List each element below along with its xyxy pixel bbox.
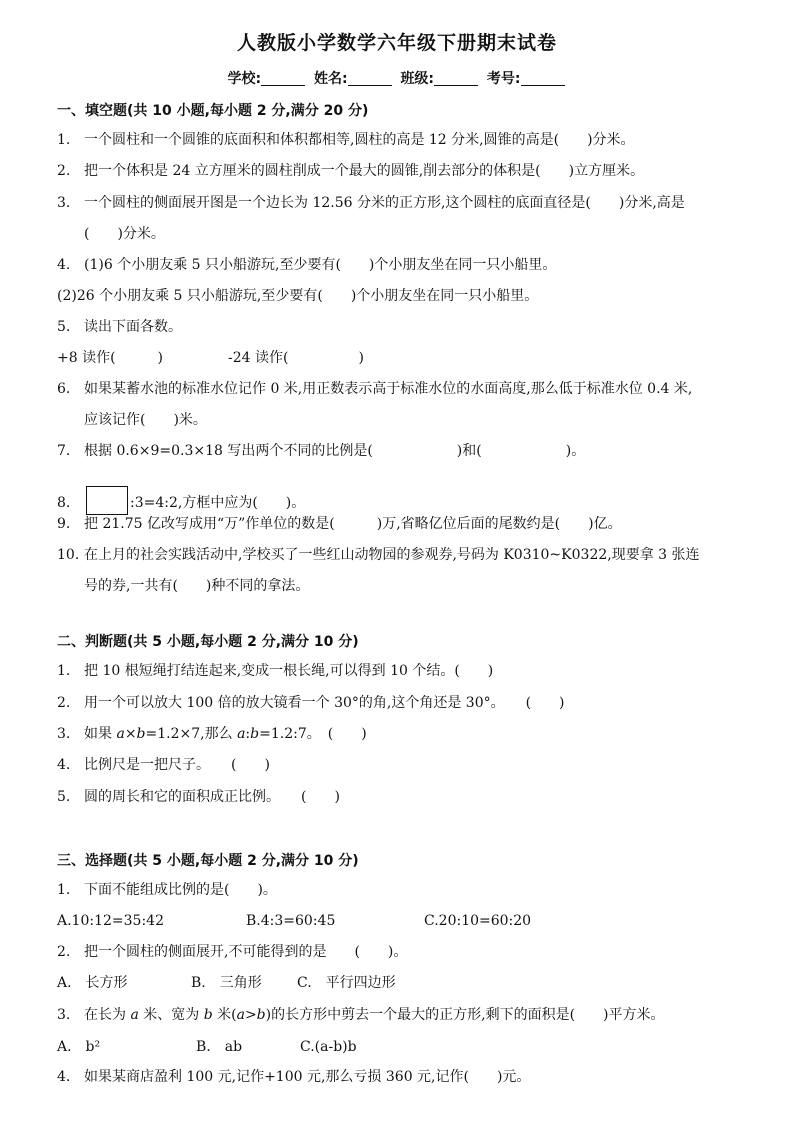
student-info-row (0, 68, 794, 88)
s3-question-4: 4. 如果某商店盈利 100 元,记作+100 元,那么亏损 360 元,记作( )元。 (57, 1069, 531, 1085)
s1-question-5-a: +8 读作( ) (57, 350, 164, 366)
name-blank[interactable] (348, 71, 392, 86)
s1-question-1: 1. 一个圆柱和一个圆锥的底面积和体积都相等,圆柱的高是 12 分米,圆锥的高是( )分米。 (57, 132, 635, 148)
s1-question-4-part-2: (2)26 个小朋友乘 5 只小船游玩,至少要有( )个小朋友坐在同一只小船里。 (57, 288, 539, 304)
answer-box[interactable] (86, 486, 128, 515)
s1-question-6-continued: 应该记作( )米。 (84, 412, 207, 428)
s1-question-9: 9. 把 21.75 亿改写成用“万”作单位的数是( )万,省略亿位后面的尾数约是( )亿。 (57, 516, 622, 532)
s2-question-1: 1. 把 10 根短绳打结连起来,变成一根长绳,可以得到 10 个结。( ) (57, 663, 494, 679)
name-label: 姓名: (313, 71, 348, 87)
section-true-false-header: 二、判断题(共 5 小题,每小题 2 分,满分 10 分) (57, 634, 359, 650)
s3-q2-option-c[interactable]: C. 平行四边形 (297, 975, 396, 991)
s1-question-5-b: -24 读作( ) (228, 350, 364, 366)
s3-q3-option-c[interactable]: C.(a-b)b (300, 1039, 357, 1055)
s1-question-6: 6. 如果某蓄水池的标准水位记作 0 米,用正数表示高于标准水位的水面高度,那么低于标准水位 0.4 米, (57, 381, 693, 397)
s3-question-2: 2. 把一个圆柱的侧面展开,不可能得到的是 ( )。 (57, 944, 408, 960)
school-label: 学校: (227, 71, 262, 87)
s1-question-4: 4. (1)6 个小朋友乘 5 只小船游玩,至少要有( )个小朋友坐在同一只小船里。 (57, 257, 557, 273)
s1-question-10-continued: 号的券,一共有( )种不同的拿法。 (84, 578, 310, 594)
s1-question-8: 8. :3=4:2,方框中应为( )。 (57, 486, 777, 515)
s3-question-3: 3. 在长为 a 米、宽为 b 米(a>b)的长方形中剪去一个最大的正方形,剩下的面积是( )平方米。 (57, 1007, 665, 1023)
s1-question-5: 5. 读出下面各数。 (57, 319, 182, 335)
s3-q2-option-b[interactable]: B. 三角形 (191, 975, 262, 991)
s2-question-3: 3. 如果 a×b=1.2×7,那么 a:b=1.2:7。 ( ) (57, 726, 367, 742)
exam-no-blank[interactable] (521, 71, 565, 86)
school-blank[interactable] (261, 71, 305, 86)
s3-q2-option-a[interactable]: A. 长方形 (57, 975, 128, 991)
section-fill-blank-header: 一、填空题(共 10 小题,每小题 2 分,满分 20 分) (57, 103, 369, 119)
s3-q1-option-a[interactable]: A.10:12=35:42 (57, 913, 164, 929)
s3-question-1: 1. 下面不能组成比例的是( )。 (57, 882, 277, 898)
section-multiple-choice-header: 三、选择题(共 5 小题,每小题 2 分,满分 10 分) (57, 853, 359, 869)
s2-question-2: 2. 用一个可以放大 100 倍的放大镜看一个 30°的角,这个角还是 30°。 ( ) (57, 695, 565, 711)
s1-question-7: 7. 根据 0.6×9=0.3×18 写出两个不同的比例是( )和( )。 (57, 443, 586, 459)
s2-question-5: 5. 圆的周长和它的面积成正比例。 ( ) (57, 789, 340, 805)
s1-question-10: 10. 在上月的社会实践活动中,学校买了一些红山动物园的参观券,号码为 K0310~K0322,现要拿 3 张连 (57, 547, 700, 563)
s1-question-3: 3. 一个圆柱的侧面展开图是一个边长为 12.56 分米的正方形,这个圆柱的底面直径是( )分米,高是 (57, 195, 685, 211)
s3-q1-option-b[interactable]: B.4:3=60:45 (246, 913, 336, 929)
class-blank[interactable] (434, 71, 478, 86)
s3-q1-option-c[interactable]: C.20:10=60:20 (424, 913, 532, 929)
s1-question-3-continued: ( )分米。 (84, 226, 165, 242)
exam-title: 人教版小学数学六年级下册期末试卷 (236, 32, 557, 54)
s1-question-2: 2. 把一个体积是 24 立方厘米的圆柱削成一个最大的圆锥,削去部分的体积是( )立方厘米。 (57, 163, 645, 179)
s3-q3-option-b[interactable]: B. ab (196, 1039, 243, 1055)
s3-q3-option-a[interactable]: A. b² (57, 1039, 101, 1055)
s2-question-4: 4. 比例尺是一把尺子。 ( ) (57, 757, 270, 773)
exam-no-label: 考号: (486, 71, 521, 87)
class-label: 班级: (400, 71, 435, 87)
